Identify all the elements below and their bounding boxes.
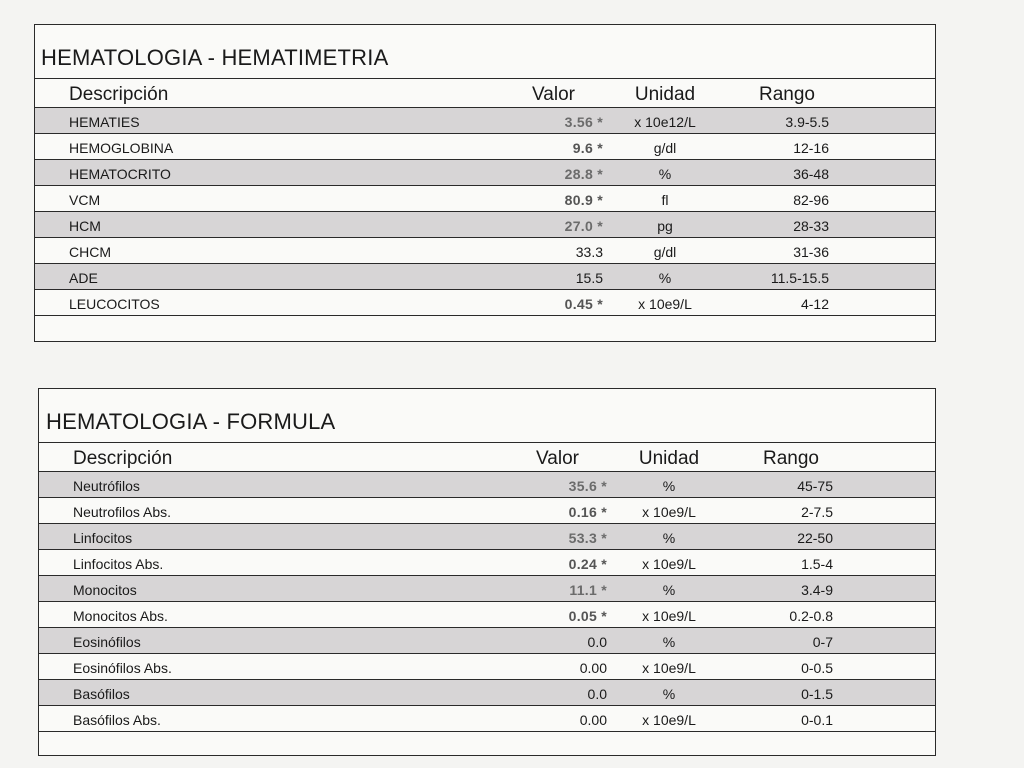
- cell-valor: 0.05 *: [568, 608, 607, 624]
- cell-valor: 11.1 *: [569, 582, 607, 598]
- cell-unidad: g/dl: [653, 244, 677, 260]
- table-row: [35, 160, 935, 186]
- cell-unidad: x 10e9/L: [642, 660, 696, 676]
- table-body: [39, 472, 935, 732]
- table-row: [39, 628, 935, 654]
- cell-descripcion: Eosinófilos: [73, 634, 141, 650]
- table-row: [39, 524, 935, 550]
- cell-rango: 31-36: [793, 244, 829, 260]
- cell-valor: 33.3: [575, 244, 603, 260]
- cell-rango: 0-0.5: [801, 660, 833, 676]
- cell-valor: 0.0: [587, 634, 607, 650]
- header-rango: Rango: [759, 84, 815, 105]
- cell-valor: 0.45 *: [564, 296, 603, 312]
- table-row: [35, 290, 935, 316]
- cell-valor: 0.0: [587, 686, 607, 702]
- cell-valor: 0.00: [579, 660, 607, 676]
- cell-rango: 2-7.5: [801, 504, 833, 520]
- cell-unidad: pg: [657, 218, 673, 234]
- table-row: [39, 498, 935, 524]
- cell-rango: 1.5-4: [801, 556, 833, 572]
- cell-rango: 3.9-5.5: [785, 114, 829, 130]
- cell-descripcion: HCM: [69, 218, 101, 234]
- cell-descripcion: Linfocitos: [73, 530, 133, 546]
- header-valor: Valor: [536, 448, 579, 469]
- header-unidad: Unidad: [638, 448, 700, 469]
- header-valor: Valor: [532, 84, 575, 105]
- cell-rango: 0.2-0.8: [789, 608, 833, 624]
- cell-descripcion: VCM: [69, 192, 101, 208]
- cell-valor: 35.6 *: [568, 478, 607, 494]
- cell-descripcion: CHCM: [69, 244, 111, 260]
- table-row: [39, 550, 935, 576]
- cell-descripcion: LEUCOCITOS: [69, 296, 160, 312]
- cell-unidad: %: [658, 166, 672, 182]
- cell-valor: 28.8 *: [564, 166, 603, 182]
- cell-descripcion: Linfocitos Abs.: [73, 556, 164, 572]
- cell-unidad: %: [662, 478, 676, 494]
- cell-rango: 36-48: [793, 166, 829, 182]
- header-descripcion: Descripción: [73, 448, 173, 469]
- empty-row: [39, 732, 935, 758]
- cell-rango: 22-50: [797, 530, 833, 546]
- header-rango: Rango: [763, 448, 819, 469]
- table-row: [35, 186, 935, 212]
- cell-valor: 27.0 *: [564, 218, 603, 234]
- cell-descripcion: HEMATIES: [69, 114, 140, 130]
- table-body: [35, 108, 935, 316]
- table-row: [39, 576, 935, 602]
- section-title: HEMATOLOGIA - HEMATIMETRIA: [35, 25, 935, 79]
- table-row: [39, 654, 935, 680]
- cell-rango: 0-7: [812, 634, 833, 650]
- cell-rango: 45-75: [797, 478, 833, 494]
- header-descripcion: Descripción: [69, 84, 169, 105]
- table-row: [39, 602, 935, 628]
- cell-unidad: %: [662, 582, 676, 598]
- cell-rango: 11.5-15.5: [770, 270, 829, 286]
- cell-valor: 15.5: [575, 270, 603, 286]
- cell-unidad: x 10e9/L: [642, 608, 696, 624]
- table-header: [35, 79, 935, 108]
- formula-panel: [38, 388, 936, 756]
- cell-descripcion: ADE: [69, 270, 98, 286]
- cell-descripcion: Neutrófilos: [73, 478, 140, 494]
- table-row: [35, 264, 935, 290]
- cell-unidad: x 10e9/L: [642, 504, 696, 520]
- cell-descripcion: Monocitos Abs.: [73, 608, 168, 624]
- cell-rango: 28-33: [793, 218, 829, 234]
- cell-valor: 0.00: [579, 712, 607, 728]
- table-row: [35, 134, 935, 160]
- cell-unidad: x 10e9/L: [642, 712, 696, 728]
- header-unidad: Unidad: [634, 84, 696, 105]
- cell-unidad: x 10e12/L: [634, 114, 696, 130]
- cell-descripcion: Basófilos Abs.: [73, 712, 161, 728]
- cell-unidad: %: [662, 634, 676, 650]
- table-row: [35, 238, 935, 264]
- cell-unidad: %: [662, 686, 676, 702]
- cell-descripcion: HEMATOCRITO: [69, 166, 171, 182]
- cell-descripcion: HEMOGLOBINA: [69, 140, 174, 156]
- cell-rango: 12-16: [793, 140, 829, 156]
- cell-valor: 9.6 *: [572, 140, 603, 156]
- cell-unidad: x 10e9/L: [638, 296, 692, 312]
- hematimetria-panel: [34, 24, 936, 342]
- cell-descripcion: Eosinófilos Abs.: [73, 660, 172, 676]
- table-header: [39, 443, 935, 472]
- cell-descripcion: Monocitos: [73, 582, 137, 598]
- cell-rango: 0-1.5: [801, 686, 833, 702]
- cell-unidad: %: [662, 530, 676, 546]
- cell-valor: 0.16 *: [568, 504, 607, 520]
- empty-row: [35, 316, 935, 342]
- cell-valor: 80.9 *: [564, 192, 603, 208]
- table-row: [35, 108, 935, 134]
- cell-unidad: g/dl: [653, 140, 677, 156]
- cell-descripcion: Neutrofilos Abs.: [73, 504, 172, 520]
- section-title: HEMATOLOGIA - FORMULA: [39, 389, 935, 443]
- table-row: [39, 680, 935, 706]
- cell-valor: 53.3 *: [568, 530, 607, 546]
- cell-valor: 3.56 *: [564, 114, 603, 130]
- cell-rango: 82-96: [793, 192, 829, 208]
- cell-unidad: x 10e9/L: [642, 556, 696, 572]
- cell-rango: 3.4-9: [801, 582, 833, 598]
- cell-descripcion: Basófilos: [73, 686, 130, 702]
- cell-unidad: %: [658, 270, 672, 286]
- cell-unidad: fl: [661, 192, 669, 208]
- table-row: [39, 706, 935, 732]
- cell-rango: 0-0.1: [801, 712, 833, 728]
- table-row: [39, 472, 935, 498]
- cell-rango: 4-12: [800, 296, 829, 312]
- cell-valor: 0.24 *: [568, 556, 607, 572]
- table-row: [35, 212, 935, 238]
